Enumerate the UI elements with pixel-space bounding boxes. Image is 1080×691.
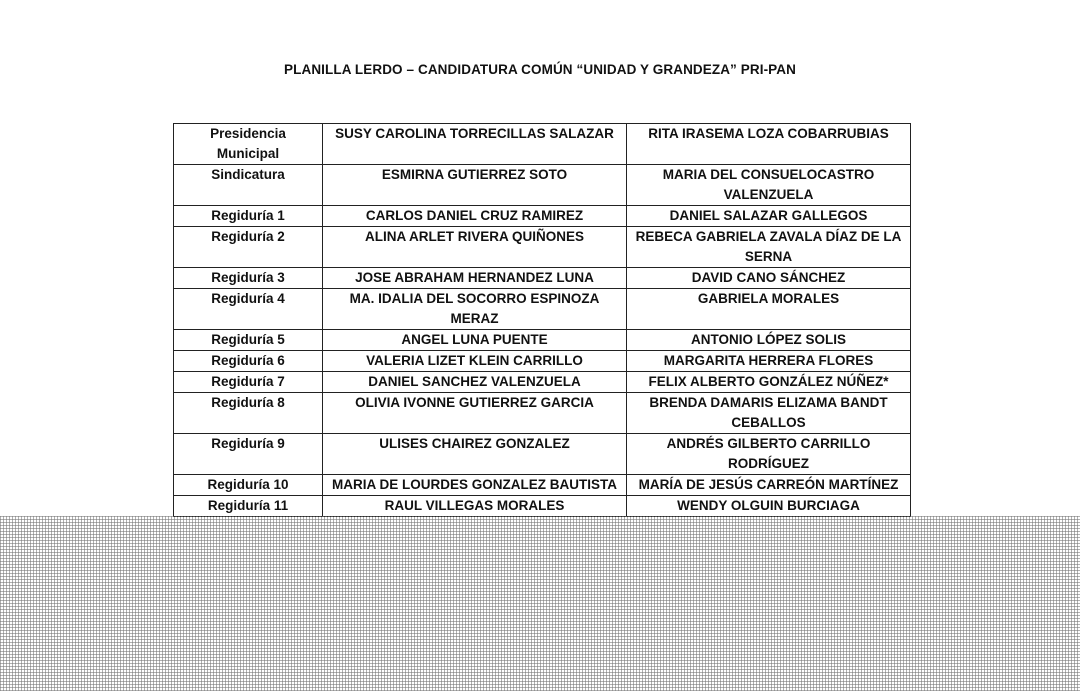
table-row [174,393,911,434]
proprietario-cell: VALERIA LIZET KLEIN CARRILLO [323,351,627,372]
suplente-cell: WENDY OLGUIN BURCIAGA [627,496,911,517]
suplente-cell: MARIA DEL CONSUELOCASTRO VALENZUELA [627,165,911,206]
proprietario-cell: OLIVIA IVONNE GUTIERREZ GARCIA [323,393,627,434]
table-row [174,227,911,268]
document-title: PLANILLA LERDO – CANDIDATURA COMÚN “UNIDAD Y GRANDEZA” PRI-PAN [284,62,796,77]
proprietario-cell: ESMIRNA GUTIERREZ SOTO [323,165,627,206]
position-cell: Regiduría 10 [174,475,323,496]
table-row [174,206,911,227]
suplente-cell: MARÍA DE JESÚS CARREÓN MARTÍNEZ [627,475,911,496]
suplente-cell: GABRIELA MORALES [627,289,911,330]
table-row [174,475,911,496]
table-row [174,165,911,206]
table-row [174,434,911,475]
candidate-table [173,123,911,517]
position-cell: Regiduría 8 [174,393,323,434]
table-row [174,124,911,165]
proprietario-cell: MARIA DE LOURDES GONZALEZ BAUTISTA [323,475,627,496]
proprietario-cell: ANGEL LUNA PUENTE [323,330,627,351]
proprietario-cell: SUSY CAROLINA TORRECILLAS SALAZAR [323,124,627,165]
suplente-cell: REBECA GABRIELA ZAVALA DÍAZ DE LA SERNA [627,227,911,268]
position-cell: Regiduría 5 [174,330,323,351]
proprietario-cell: ULISES CHAIREZ GONZALEZ [323,434,627,475]
position-cell: Regiduría 7 [174,372,323,393]
position-cell: Regiduría 9 [174,434,323,475]
suplente-cell: BRENDA DAMARIS ELIZAMA BANDT CEBALLOS [627,393,911,434]
proprietario-cell: MA. IDALIA DEL SOCORRO ESPINOZA MERAZ [323,289,627,330]
proprietario-cell: ALINA ARLET RIVERA QUIÑONES [323,227,627,268]
proprietario-cell: RAUL VILLEGAS MORALES [323,496,627,517]
table-row [174,351,911,372]
position-cell: Presidencia Municipal [174,124,323,165]
position-cell: Regiduría 2 [174,227,323,268]
position-cell: Regiduría 11 [174,496,323,517]
proprietario-cell: CARLOS DANIEL CRUZ RAMIREZ [323,206,627,227]
dithered-overlay [0,516,1080,691]
suplente-cell: RITA IRASEMA LOZA COBARRUBIAS [627,124,911,165]
suplente-cell: FELIX ALBERTO GONZÁLEZ NÚÑEZ* [627,372,911,393]
table-row [174,289,911,330]
position-cell: Regiduría 3 [174,268,323,289]
suplente-cell: DANIEL SALAZAR GALLEGOS [627,206,911,227]
table-row [174,372,911,393]
suplente-cell: MARGARITA HERRERA FLORES [627,351,911,372]
suplente-cell: ANTONIO LÓPEZ SOLIS [627,330,911,351]
table-row [174,496,911,517]
suplente-cell: DAVID CANO SÁNCHEZ [627,268,911,289]
proprietario-cell: DANIEL SANCHEZ VALENZUELA [323,372,627,393]
position-cell: Regiduría 4 [174,289,323,330]
table-row [174,330,911,351]
position-cell: Regiduría 6 [174,351,323,372]
suplente-cell: ANDRÉS GILBERTO CARRILLO RODRÍGUEZ [627,434,911,475]
position-cell: Sindicatura [174,165,323,206]
position-cell: Regiduría 1 [174,206,323,227]
table-row [174,268,911,289]
proprietario-cell: JOSE ABRAHAM HERNANDEZ LUNA [323,268,627,289]
